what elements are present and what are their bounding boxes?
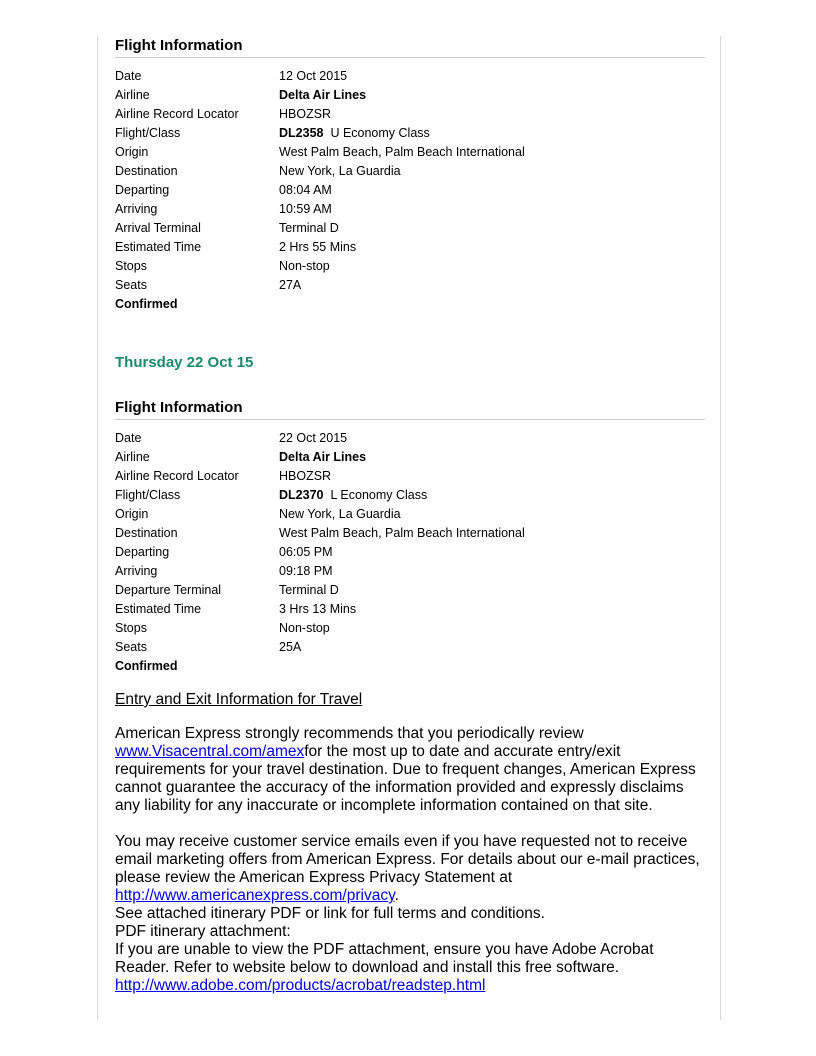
detail-row-stops	[115, 619, 705, 638]
privacy-paragraph	[115, 833, 705, 905]
detail-row-seats	[115, 638, 705, 657]
row-value: 2 Hrs 55 Mins	[279, 240, 357, 254]
detail-row-origin	[115, 143, 705, 162]
row-label: Arriving	[115, 564, 158, 578]
row-label: Destination	[115, 526, 178, 540]
detail-row-date	[115, 67, 705, 86]
itinerary-content	[115, 36, 705, 995]
flight-details	[115, 429, 705, 676]
detail-row-destination	[115, 524, 705, 543]
row-value: HBOZSR	[279, 107, 332, 121]
day-heading: Thursday 22 Oct 15	[115, 354, 254, 371]
terms-line: See attached itinerary PDF or link for full terms and conditions.	[115, 905, 545, 922]
flight-number: DL2358	[279, 126, 324, 140]
row-label: Origin	[115, 145, 149, 159]
acrobat-paragraph: If you are unable to view the PDF attachment, ensure you have Adobe Acrobat Reader. Refer to website below to download and install this free software.	[115, 941, 654, 976]
row-value: HBOZSR	[279, 469, 332, 483]
fare-class: U Economy Class	[330, 126, 430, 140]
row-value: 22 Oct 2015	[279, 431, 348, 445]
row-value: New York, La Guardia	[279, 164, 401, 178]
row-value: Non-stop	[279, 621, 330, 635]
row-label: Stops	[115, 259, 147, 273]
row-value: 3 Hrs 13 Mins	[279, 602, 357, 616]
row-value: 25A	[279, 640, 302, 654]
flight-section-1	[115, 36, 705, 314]
detail-row-departing	[115, 181, 705, 200]
row-label: Flight/Class	[115, 126, 181, 140]
detail-row-seats	[115, 276, 705, 295]
booking-status: Confirmed	[115, 659, 178, 673]
privacy-link[interactable]: http://www.americanexpress.com/privacy	[115, 887, 395, 904]
section-title: Flight Information	[115, 398, 705, 420]
detail-row-estimated-time	[115, 600, 705, 619]
row-label: Origin	[115, 507, 149, 521]
booking-status: Confirmed	[115, 297, 178, 311]
row-value: West Palm Beach, Palm Beach International	[279, 145, 525, 159]
detail-row-record-locator	[115, 467, 705, 486]
paragraph-text: .	[394, 887, 399, 904]
detail-row-arriving	[115, 562, 705, 581]
row-value: Terminal D	[279, 221, 339, 235]
detail-row-terminal	[115, 581, 705, 600]
row-value: 09:18 PM	[279, 564, 333, 578]
row-label: Estimated Time	[115, 240, 202, 254]
row-label: Departure Terminal	[115, 583, 222, 597]
entry-exit-section	[115, 691, 705, 995]
paragraph-text: You may receive customer service emails even if you have requested not to receive email marketing offers from American Express. For details about our e-mail practices, please review the American Express Privacy Statement at	[115, 833, 700, 886]
row-label: Arrival Terminal	[115, 221, 201, 235]
detail-row-flight-class	[115, 124, 705, 143]
row-label: Flight/Class	[115, 488, 181, 502]
row-label: Date	[115, 431, 142, 445]
row-value: 27A	[279, 278, 302, 292]
visacentral-link[interactable]: www.Visacentral.com/amex	[115, 743, 305, 760]
row-label: Stops	[115, 621, 147, 635]
row-value: 08:04 AM	[279, 183, 332, 197]
detail-row-destination	[115, 162, 705, 181]
row-label: Airline	[115, 450, 150, 464]
row-label: Airline Record Locator	[115, 469, 239, 483]
flight-number: DL2370	[279, 488, 324, 502]
row-value: New York, La Guardia	[279, 507, 401, 521]
row-label: Date	[115, 69, 142, 83]
adobe-link[interactable]: http://www.adobe.com/products/acrobat/readstep.html	[115, 977, 486, 994]
adobe-link-line	[115, 977, 705, 995]
detail-row-terminal	[115, 219, 705, 238]
flight-section-2	[115, 398, 705, 676]
detail-row-estimated-time	[115, 238, 705, 257]
flight-details	[115, 67, 705, 314]
detail-row-airline	[115, 448, 705, 467]
detail-row-stops	[115, 257, 705, 276]
detail-row-flight-class	[115, 486, 705, 505]
row-label: Departing	[115, 545, 170, 559]
row-label: Seats	[115, 640, 147, 654]
fare-class: L Economy Class	[330, 488, 428, 502]
row-label: Airline Record Locator	[115, 107, 239, 121]
row-value	[279, 124, 705, 143]
paragraph-text: for the most up to date and accurate entry/exit requirements for your travel destination. Due to frequent changes, American Express cannot guarantee the accuracy of the information provided and expressly disclaims any liability for any inaccurate or incomplete information contained on that site.	[115, 743, 696, 814]
detail-row-arriving	[115, 200, 705, 219]
row-label: Departing	[115, 183, 170, 197]
detail-row-airline	[115, 86, 705, 105]
section-title: Flight Information	[115, 36, 705, 58]
row-label: Destination	[115, 164, 178, 178]
row-value: 06:05 PM	[279, 545, 333, 559]
row-label: Airline	[115, 88, 150, 102]
detail-row-departing	[115, 543, 705, 562]
paragraph-text: American Express strongly recommends that you periodically review	[115, 725, 584, 742]
row-value: 12 Oct 2015	[279, 69, 348, 83]
detail-row-date	[115, 429, 705, 448]
row-label: Seats	[115, 278, 147, 292]
row-value: Delta Air Lines	[279, 88, 367, 102]
row-value: Terminal D	[279, 583, 339, 597]
row-value: Non-stop	[279, 259, 330, 273]
row-value	[279, 486, 705, 505]
visa-paragraph	[115, 725, 705, 815]
row-value: Delta Air Lines	[279, 450, 367, 464]
row-value: West Palm Beach, Palm Beach International	[279, 526, 525, 540]
row-label: Estimated Time	[115, 602, 202, 616]
row-label: Arriving	[115, 202, 158, 216]
detail-row-record-locator	[115, 105, 705, 124]
pdf-attachment-line: PDF itinerary attachment:	[115, 923, 291, 940]
row-value: 10:59 AM	[279, 202, 332, 216]
entry-exit-heading: Entry and Exit Information for Travel	[115, 691, 363, 708]
detail-row-origin	[115, 505, 705, 524]
